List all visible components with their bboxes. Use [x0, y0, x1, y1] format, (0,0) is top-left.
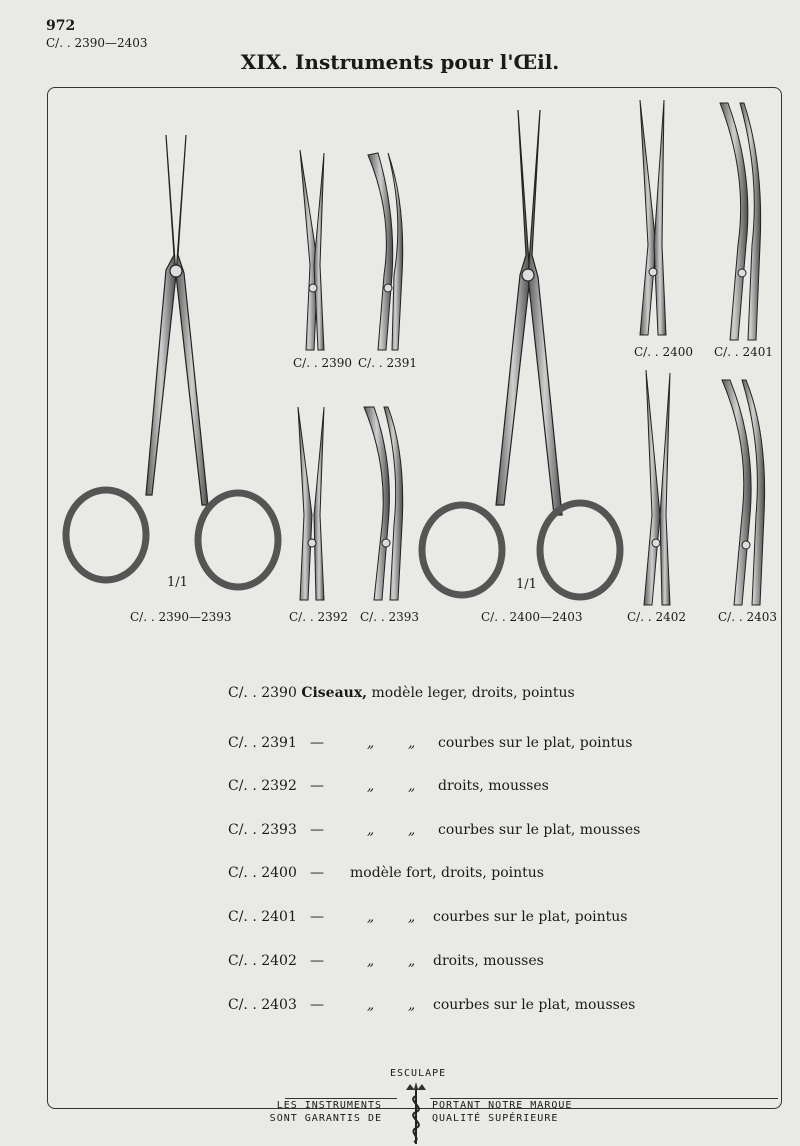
- item-code: C/. . 2393: [228, 822, 297, 838]
- scissors-2393-icon: [364, 407, 403, 600]
- ditto-dash: —: [310, 865, 324, 881]
- footer-rule-right: [430, 1098, 778, 1099]
- scissors-2390-icon: [300, 150, 324, 350]
- ditto-mark: „: [408, 822, 416, 838]
- item-code: C/. . 2391: [228, 735, 297, 751]
- ditto-mark: „: [367, 909, 375, 925]
- ditto-dash: —: [310, 735, 324, 751]
- label-2401: C/. . 2401: [714, 345, 774, 359]
- item-description: modèle leger, droits, pointus: [371, 685, 575, 701]
- large-scissors-strong-icon: [422, 110, 620, 597]
- item-code: C/. . 2400: [228, 865, 297, 881]
- item-code: C/. . 2403: [228, 997, 297, 1013]
- label-2400: C/. . 2400: [634, 345, 694, 359]
- ditto-dash: —: [310, 778, 324, 794]
- item-description: modèle fort, droits, pointus: [350, 865, 544, 881]
- ditto-mark: „: [408, 953, 416, 969]
- ditto-dash: —: [310, 909, 324, 925]
- ditto-dash: —: [310, 953, 324, 969]
- item-code: C/. . 2402: [228, 953, 297, 969]
- ditto-mark: „: [408, 778, 416, 794]
- footer-left-line2: SONT GARANTIS DE: [269, 1113, 382, 1124]
- ditto-dash: —: [310, 822, 324, 838]
- ditto-mark: „: [408, 997, 416, 1013]
- page-range: C/. . 2390—2403: [46, 36, 148, 50]
- label-2390: C/. . 2390: [293, 356, 353, 370]
- label-2391: C/. . 2391: [358, 356, 418, 370]
- scissors-2403-icon: [722, 380, 765, 605]
- label-2390-2393: C/. . 2390—2393: [130, 610, 232, 624]
- footer-rule-left: [285, 1098, 397, 1099]
- item-description: courbes sur le plat, pointus: [438, 735, 633, 751]
- ditto-mark: „: [367, 735, 375, 751]
- label-2402: C/. . 2402: [627, 610, 687, 624]
- scissors-2392-icon: [298, 407, 324, 600]
- label-2400-2403: C/. . 2400—2403: [481, 610, 583, 624]
- item-description: courbes sur le plat, mousses: [433, 997, 636, 1013]
- page-number: 972: [46, 18, 76, 34]
- item-code: C/. . 2401: [228, 909, 297, 925]
- ditto-mark: „: [408, 735, 416, 751]
- label-2393: C/. . 2393: [360, 610, 420, 624]
- scale-mark-right: 1/1: [516, 577, 537, 592]
- item-description: droits, mousses: [438, 778, 549, 794]
- ditto-mark: „: [408, 909, 416, 925]
- item-description: droits, mousses: [433, 953, 544, 969]
- brand-name: ESCULAPE: [390, 1068, 447, 1079]
- item-name: Ciseaux,: [301, 685, 368, 701]
- footer-right-line2: QUALITÉ SUPÉRIEURE: [432, 1113, 559, 1124]
- footer-right-line1: PORTANT NOTRE MARQUE: [432, 1100, 573, 1111]
- item-code: C/. . 2390 Ciseaux, modèle leger, droits, pointus: [228, 685, 575, 701]
- scissors-2401-icon: [720, 103, 761, 340]
- label-2403: C/. . 2403: [718, 610, 778, 624]
- footer-left-line1: LES INSTRUMENTS: [276, 1100, 382, 1111]
- caduceus-logo-icon: [402, 1080, 430, 1146]
- ditto-mark: „: [367, 953, 375, 969]
- large-scissors-light-icon: [66, 135, 278, 587]
- item-code: C/. . 2392: [228, 778, 297, 794]
- scale-mark-left: 1/1: [167, 575, 188, 590]
- ditto-mark: „: [367, 778, 375, 794]
- scissors-illustration: [48, 95, 778, 655]
- item-description: courbes sur le plat, mousses: [438, 822, 641, 838]
- scissors-2391-icon: [368, 153, 403, 350]
- ditto-mark: „: [367, 822, 375, 838]
- page-title: XIX. Instruments pour l'Œil.: [240, 50, 560, 74]
- scissors-2402-icon: [644, 370, 670, 605]
- label-2392: C/. . 2392: [289, 610, 349, 624]
- ditto-mark: „: [367, 997, 375, 1013]
- ditto-dash: —: [310, 997, 324, 1013]
- item-description: courbes sur le plat, pointus: [433, 909, 628, 925]
- scissors-2400-icon: [640, 100, 666, 335]
